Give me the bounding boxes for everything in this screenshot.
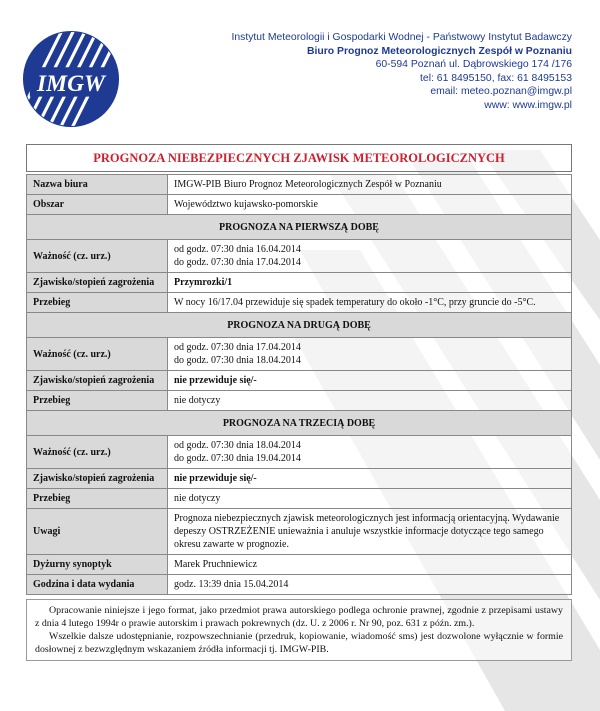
validity-value: [168, 338, 572, 371]
course-value: nie dotyczy: [168, 489, 572, 509]
table-row: [27, 489, 572, 509]
issued-label: Godzina i data wydania: [27, 575, 168, 595]
remarks-value: Prognoza niebezpiecznych zjawisk meteorologicznych jest informacją orientacyjną. Wydawanie depeszy OSTRZEŻENIE unieważnia i anuluje wszystkie informacje dotyczące tego samego okresu zawarte w prognozie.: [168, 509, 572, 555]
issued-value: godz. 13:39 dnia 15.04.2014: [168, 575, 572, 595]
table-row: [27, 273, 572, 293]
email[interactable]: email: meteo.poznan@imgw.pl: [430, 86, 572, 98]
phenomenon-label: Zjawisko/stopień zagrożenia: [27, 469, 168, 489]
imgw-logo-icon: [22, 30, 120, 128]
validity-from: od godz. 07:30 dnia 16.04.2014: [174, 244, 301, 255]
table-row: [27, 293, 572, 313]
phenomenon-value: Przymrozki/1: [168, 273, 572, 293]
copyright-notice: [26, 599, 572, 661]
course-value: nie dotyczy: [168, 391, 572, 411]
table-row: [27, 195, 572, 215]
website[interactable]: www: www.imgw.pl: [484, 99, 572, 111]
validity-value: [168, 436, 572, 469]
contact-block: [231, 31, 572, 113]
office-value: IMGW-PIB Biuro Prognoz Meteorologicznych Zespół w Poznaniu: [168, 175, 572, 195]
course-label: Przebieg: [27, 391, 168, 411]
forecast-table: [26, 174, 572, 595]
table-row: [27, 469, 572, 489]
copyright-paragraph: Opracowanie niniejsze i jego format, jako przedmiot prawa autorskiego podlega ochronie prawnej, zgodnie z przepisami ustawy z dnia 4 lutego 1994r o prawie autorskim i prawach pokrewnych (dz. U. z 2006 r. Nr 90, poz. 631 z późn. zm.).: [35, 605, 563, 629]
table-row: [27, 371, 572, 391]
distribution-paragraph: Wszelkie dalsze udostępnianie, rozpowszechnianie (przedruk, kopiowanie, wiadomość sms) jest dozwolone wyłącznie w formie dosłownej z bezwzględnym wskazaniem źródła informacji tj. IMGW-PIB.: [35, 631, 563, 655]
table-row: [27, 436, 572, 469]
institute-name: Instytut Meteorologii i Gospodarki Wodnej - Państwowy Instytut Badawczy: [231, 32, 572, 43]
forecast-document: [26, 144, 572, 661]
validity-to: do godz. 07:30 dnia 18.04.2014: [174, 355, 301, 366]
document-title: PROGNOZA NIEBEZPIECZNYCH ZJAWISK METEOROLOGICZNYCH: [26, 144, 572, 172]
table-row: [27, 509, 572, 555]
section-day-2-title: PROGNOZA NA DRUGĄ DOBĘ: [27, 313, 572, 338]
office-name: Biuro Prognoz Meteorologicznych Zespół w Poznaniu: [307, 45, 572, 57]
duty-value: Marek Pruchniewicz: [168, 555, 572, 575]
phenomenon-label: Zjawisko/stopień zagrożenia: [27, 273, 168, 293]
letterhead: [0, 0, 600, 130]
course-label: Przebieg: [27, 489, 168, 509]
table-row: [27, 391, 572, 411]
table-row: [27, 175, 572, 195]
validity-label: Ważność (cz. urz.): [27, 436, 168, 469]
phenomenon-value: nie przewiduje się/-: [168, 469, 572, 489]
validity-label: Ważność (cz. urz.): [27, 338, 168, 371]
office-label: Nazwa biura: [27, 175, 168, 195]
table-row: [27, 575, 572, 595]
table-row: [27, 338, 572, 371]
validity-value: [168, 240, 572, 273]
phone-fax: tel: 61 8495150, fax: 61 8495153: [420, 72, 572, 84]
logo-text: IMGW: [37, 70, 105, 97]
course-label: Przebieg: [27, 293, 168, 313]
table-row: [27, 555, 572, 575]
phenomenon-label: Zjawisko/stopień zagrożenia: [27, 371, 168, 391]
validity-from: od godz. 07:30 dnia 17.04.2014: [174, 342, 301, 353]
section-day-1-title: PROGNOZA NA PIERWSZĄ DOBĘ: [27, 215, 572, 240]
table-row: [27, 240, 572, 273]
remarks-label: Uwagi: [27, 509, 168, 555]
area-value: Województwo kujawsko-pomorskie: [168, 195, 572, 215]
validity-label: Ważność (cz. urz.): [27, 240, 168, 273]
validity-to: do godz. 07:30 dnia 17.04.2014: [174, 257, 301, 268]
validity-to: do godz. 07:30 dnia 19.04.2014: [174, 453, 301, 464]
course-value: W nocy 16/17.04 przewiduje się spadek temperatury do około -1°C, przy gruncie do -5°C.: [168, 293, 572, 313]
section-day-3-title: PROGNOZA NA TRZECIĄ DOBĘ: [27, 411, 572, 436]
address: 60-594 Poznań ul. Dąbrowskiego 174 /176: [375, 59, 572, 71]
duty-label: Dyżurny synoptyk: [27, 555, 168, 575]
area-label: Obszar: [27, 195, 168, 215]
phenomenon-value: nie przewiduje się/-: [168, 371, 572, 391]
validity-from: od godz. 07:30 dnia 18.04.2014: [174, 440, 301, 451]
